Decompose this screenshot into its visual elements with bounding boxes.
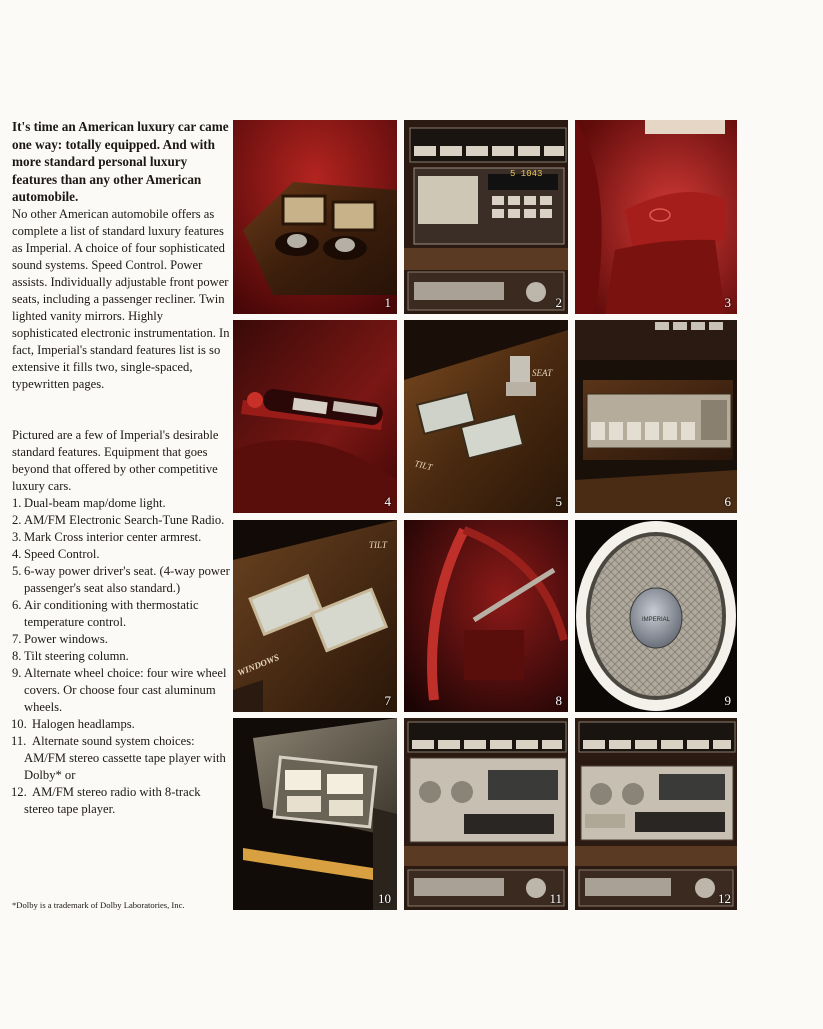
- list-item: 12. AM/FM stereo radio with 8-track stereo tape player.: [11, 784, 201, 816]
- svg-text:5 1043: 5 1043: [510, 169, 543, 179]
- list-item: 9. Alternate wheel choice: four wire wheel covers. Or choose four cast aluminum wheels.: [12, 665, 227, 714]
- headline: It's time an American luxury car came one way: totally equipped. And with more standard personal luxury features than any other American automobile.: [12, 119, 229, 204]
- photo-number: 8: [555, 693, 562, 708]
- body-paragraph: No other American automobile offers as complete a list of standard luxury features as Imperial. A choice of four sophisticated sound systems. Speed Control. Power assists. Individually adjustable front power seats, including a passenger recliner. Twin lighted vanity mirrors. Highly sophisticated electronic instrumentation. In fact, Imperial's standard features list is so extensive it fills two, single-spaced, typewritten pages.: [12, 206, 230, 391]
- list-item: 2. AM/FM Electronic Search-Tune Radio.: [12, 512, 225, 527]
- search-tune-radio-photo: [404, 120, 568, 314]
- photo-number: 6: [724, 494, 731, 509]
- list-item: 8. Tilt steering column.: [12, 648, 129, 663]
- photo-number: 10: [378, 891, 391, 906]
- photo-number: 7: [384, 693, 391, 708]
- photo-number: 3: [724, 295, 731, 310]
- list-item: 1. Dual-beam map/dome light.: [12, 495, 166, 510]
- tilt-steering-photo: [404, 520, 568, 712]
- feature-text-column: [12, 118, 230, 818]
- list-item: 11. Alternate sound system choices: AM/FM stereo cassette tape player with Dolby* or: [11, 733, 226, 782]
- power-seat-switch-photo: [404, 320, 568, 513]
- photo-number: 9: [724, 693, 731, 708]
- center-armrest-photo: [575, 120, 737, 314]
- eight-track-player-photo: [575, 718, 737, 910]
- power-windows-photo: [233, 520, 397, 712]
- footnote: *Dolby is a trademark of Dolby Laboratories, Inc.: [12, 900, 185, 910]
- speed-control-photo: [233, 320, 397, 513]
- cassette-player-photo: [404, 718, 568, 910]
- tilt-label: TILT: [413, 458, 434, 473]
- seat-label: SEAT: [532, 368, 553, 378]
- list-item: 6. Air conditioning with thermostatic temperature control.: [12, 597, 199, 629]
- list-item: 3. Mark Cross interior center armrest.: [12, 529, 202, 544]
- feature-list: [12, 495, 230, 818]
- photo-number: 12: [718, 891, 731, 906]
- list-item: 10. Halogen headlamps.: [11, 716, 135, 731]
- wheel-badge: IMPERIAL: [641, 617, 671, 623]
- photo-number: 4: [384, 494, 391, 509]
- list-item: 5. 6-way power driver's seat. (4-way power passenger's seat also standard.): [12, 563, 230, 595]
- list-item: 4. Speed Control.: [12, 546, 100, 561]
- windows-label: WINDOWS: [236, 652, 281, 678]
- photo-number: 11: [549, 891, 562, 906]
- air-conditioning-photo: [575, 320, 737, 513]
- halogen-headlamp-photo: [233, 718, 397, 910]
- photo-number: 1: [384, 295, 391, 310]
- photo-number: 2: [555, 295, 562, 310]
- tilt-label: TILT: [369, 540, 387, 550]
- photo-number: 5: [555, 494, 562, 509]
- map-dome-light-photo: [233, 120, 397, 314]
- intro-paragraph: Pictured are a few of Imperial's desirable standard features. Equipment that goes beyond that offered by other competitive luxury cars.: [12, 427, 219, 493]
- list-item: 7. Power windows.: [12, 631, 108, 646]
- wire-wheel-cover-photo: [575, 520, 737, 712]
